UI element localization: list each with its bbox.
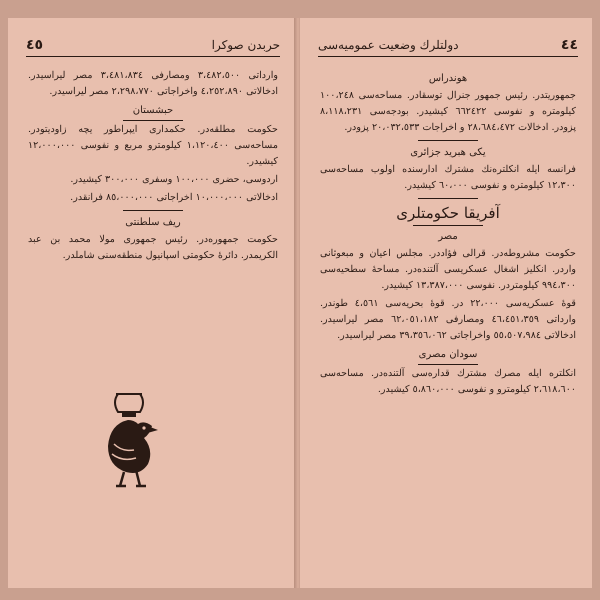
left-running-title: حربدن صوکرا [211, 38, 280, 52]
bird-vignette-icon [98, 386, 168, 496]
right-section-heading-2-text: يكی هبريد جزائری [410, 147, 486, 158]
left-section-heading-1-text: حبشستان [132, 105, 174, 116]
right-chapter-heading [320, 205, 576, 226]
right-page-body [320, 68, 576, 400]
right-paragraph-2: فرانسه ايله انكلتره‌نك مشترك ادارسنده اولوب مساحه‌سی ١٢،٣٠٠ كيلومتره و نفوسی ٦٠،٠٠٠ كيشيدر. [320, 164, 576, 191]
right-page [300, 18, 592, 588]
left-paragraph-3: اردوسی، حضری ١٠٠،٠٠٠ وسفری ٣٠٠،٠٠٠ كيشيدر. [70, 174, 278, 185]
right-paragraph-3: حكومت مشروطه‌در. قرالی فؤاددر. مجلس اعيان و مبعوثانی واردر. انكليز اشغال عسكريسی آلتنده‌در. مساحهٔ سطحيه‌سی ٩٩٤،٣٠٠ كيلومتردر. نفوسی ١٣،٣٨٧،٠٠٠ كيشيدر. [320, 248, 576, 291]
left-section-heading-2-text: ريف سلطنتی [125, 217, 181, 228]
left-paragraph-2: حكومت مطلقه‌در. حكمداری ايپراطور يچه زاوديتودر. مساحه‌سی ١،١٢٠،٤٠٠ كيلومترو مربع و نفوسی ١٢،٠٠٠،٠٠٠ كيشيدر. [28, 124, 278, 167]
right-section-heading-3-text: مصر [438, 231, 458, 242]
left-section-heading-1 [28, 103, 278, 121]
right-divider-2 [418, 198, 478, 199]
right-section-heading-1-text: هوندراس [428, 73, 468, 84]
left-section-heading-2 [28, 215, 278, 231]
left-paragraph-4: ادخالاتی ١٠،٠٠٠،٠٠٠ اخراجاتی ٨٥،٠٠٠،٠٠٠ فرانقدر. [70, 192, 278, 203]
left-page-header [26, 34, 280, 57]
right-paragraph-4: قوهٔ عسكريه‌سی ٢٢،٠٠٠ در. قوهٔ بحريه‌سی ٤،٥٦١ طوندر. وارداتی ٤٦،٤٥١،٣٥٩ ومصارفی ٦٢،٠٥١،١٨٢ مصر ليراسيدر. ادخالاتی ٥٥،٥٠٧،٩٨٤ واخراجاتی ٣٩،٣٥٦،٠٦٢ مصر ليراسيدر. [320, 298, 576, 341]
right-section-heading-1 [320, 71, 576, 87]
right-paragraph-5: انكلتره ايله مصرك مشترك قداره‌سی آلتنده‌در. مساحه‌سی ٢،٦١٨،٦٠٠ كيلومترو و نفوسی ٥،٨٦٠،٠٠٠ كيشيدر. [320, 368, 576, 395]
left-page-body [28, 68, 278, 266]
right-section-heading-4 [320, 347, 576, 365]
left-paragraph-5: حكومت جمهوره‌در. رئيس جمهوری مولا محمد بن عبد الكريمدر. دائرهٔ حكومتی اسپانيول منطقه‌سنی شاملدر. [28, 234, 278, 261]
left-divider [123, 210, 183, 211]
right-page-number: ٤٤ [560, 37, 578, 53]
right-section-heading-2 [320, 145, 576, 161]
left-page [8, 18, 295, 588]
left-paragraph-1: وارداتی ٣،٤٨٢،٥٠٠ ومصارفی ٣،٤٨١،٨٣٤ مصر ليراسيدر. ادخالاتی ٤،٢٥٢،٨٩٠ واخراجاتی ٢،٢٩٨،٧٧٠ مصر ليراسيدر. [28, 70, 278, 97]
right-page-header [318, 34, 578, 57]
right-running-title: دولتلرك وضعيت عموميه‌سی [318, 38, 459, 52]
left-page-number: ٤٥ [26, 37, 44, 53]
right-section-heading-4-text: سودان مصری [418, 349, 478, 360]
right-chapter-heading-text: آفريقا حكومتلری [396, 204, 500, 222]
right-paragraph-1: جمهوريتدر. رئيس جمهور جنرال توسقادر. مساحه‌سی ١٠٠،٢٤٨ كيلومتره و نفوسی ٦٦٢٤٢٢ كيشيدر. بودجه‌سی ٨،١١٨،٢٣١ پزودر. ادخالات ٢٨،٦٨٤،٤٧٢ و اخراجات ٢٠،٠٣٢،٥٣٣ پزودر. [320, 90, 577, 133]
right-section-heading-3 [320, 229, 576, 245]
right-divider-1 [418, 140, 478, 141]
